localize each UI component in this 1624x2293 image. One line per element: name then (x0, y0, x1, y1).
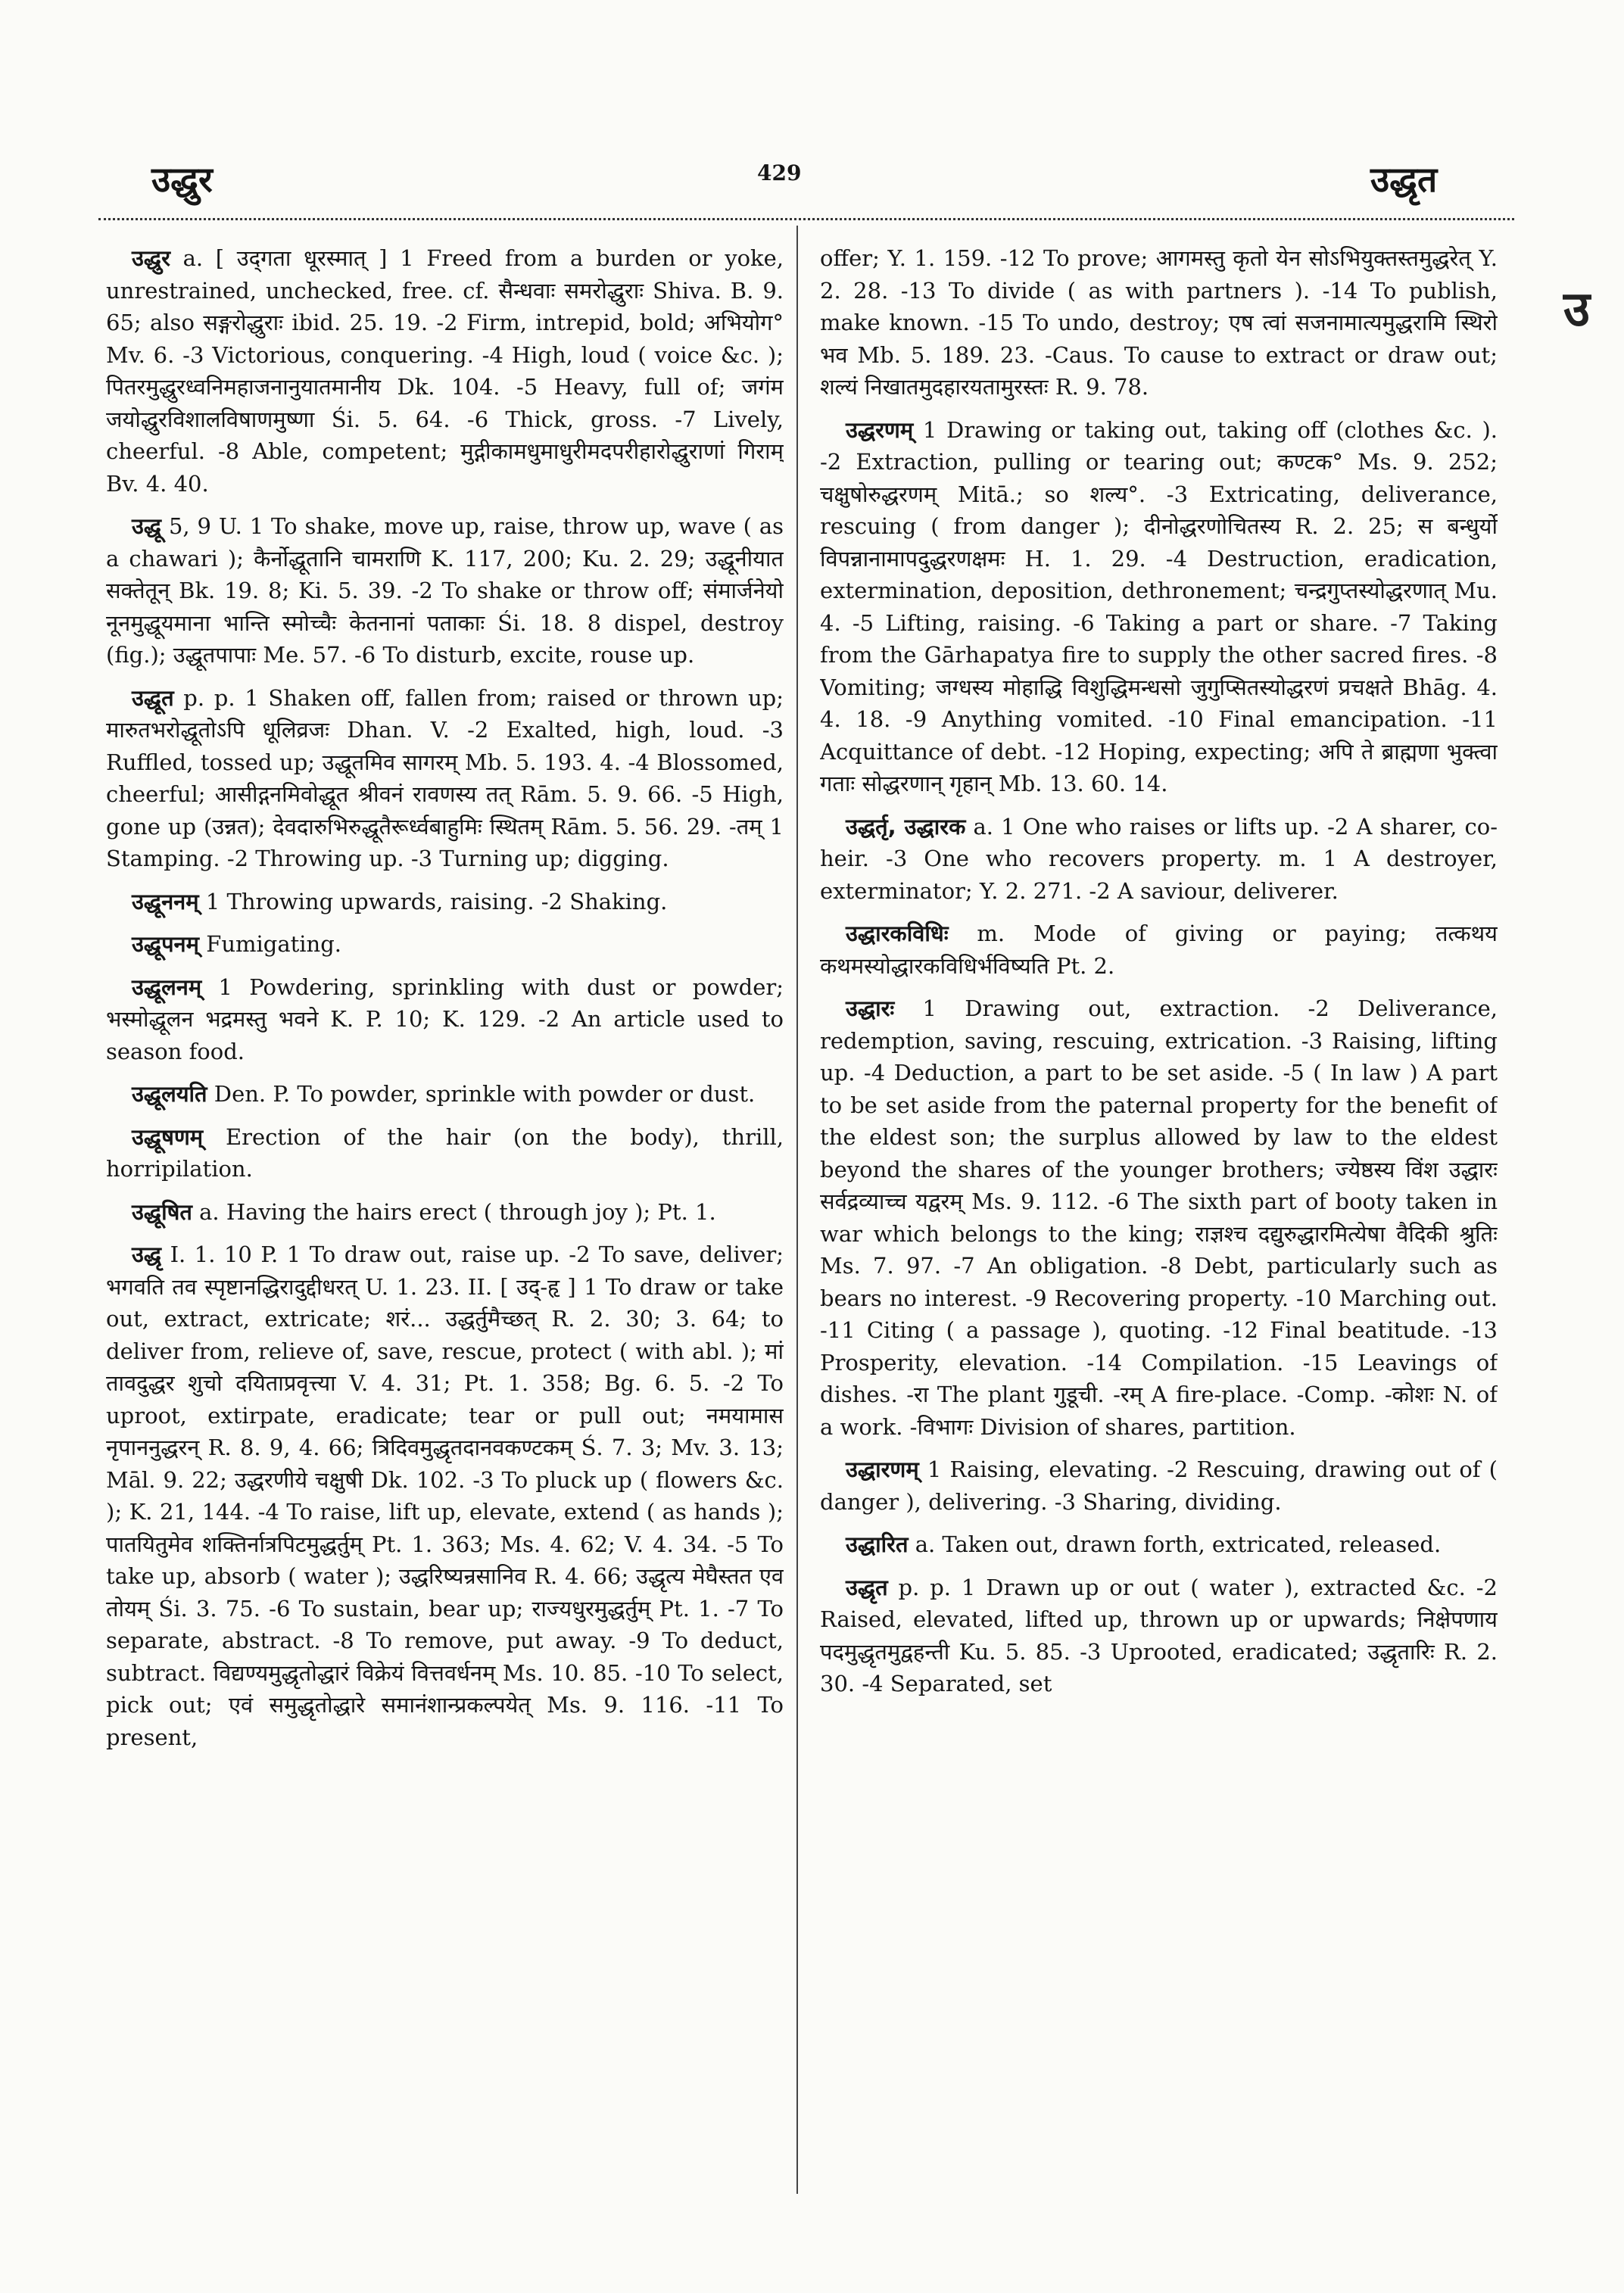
entry-definition: 1 Raising, elevating. -2 Rescuing, drawing out of ( danger ), delivering. -3 Sharing, dividing. (820, 1456, 1498, 1515)
entry-headword: उद्धृत (846, 1574, 888, 1600)
dictionary-entry (820, 918, 1498, 982)
entry-headword: उद्धारित (846, 1531, 909, 1557)
dictionary-entry (820, 242, 1498, 403)
entry-headword: उद्धुर (132, 245, 170, 271)
entry-definition: 1 Powdering, sprinkling with dust or powder; भस्मोद्धूलन भद्रमस्तु भवने K. P. 10; K. 129. -2 An article used to season food. (106, 974, 784, 1064)
entry-definition: Den. P. To powder, sprinkle with powder or dust. (207, 1081, 756, 1107)
entry-headword: उद्धारकविधिः (846, 921, 949, 946)
entry-headword: उद्धूलयति (132, 1081, 207, 1107)
thumb-index-marker: उ (1563, 281, 1591, 338)
entry-headword: उद्धारः (846, 995, 895, 1021)
entry-definition: a. Having the hairs erect ( through joy ); Pt. 1. (192, 1198, 716, 1225)
entry-definition: a. Taken out, drawn forth, extricated, released. (908, 1531, 1442, 1557)
dictionary-entry (106, 971, 784, 1068)
right-guide-word: उद्धृत (1370, 159, 1438, 200)
dictionary-entry (820, 414, 1498, 800)
entry-headword: उद्धूलनम् (132, 974, 202, 1000)
entry-headword: उद्धरणम् (846, 416, 914, 443)
entry-definition: Erection of the hair (on the body), thrill, horripilation. (106, 1123, 784, 1182)
dictionary-entry (106, 682, 784, 875)
header-rule (98, 218, 1514, 220)
entry-headword: उद्धर्तृ, उद्धारक (846, 813, 966, 840)
dictionary-entry (106, 510, 784, 671)
entry-definition: m. Mode of giving or paying; तत्कथय कथमस्योद्धारकविधिर्भविष्यति Pt. 2. (820, 921, 1498, 979)
entry-definition: Fumigating. (198, 931, 342, 957)
entry-definition: p. p. 1 Drawn up or out ( water ), extracted &c. -2 Raised, elevated, lifted up, thrown up or upwards; निक्षेपणाय पदमुद्धृतमुद्वहन्ती Ku. 5. 85. -3 Uprooted, eradicated; उद्धृतारिः R. 2. 30. -4 Separated, set (820, 1574, 1498, 1696)
dictionary-entry (820, 1453, 1498, 1518)
dictionary-entry (820, 992, 1498, 1443)
page-number: 429 (757, 160, 802, 185)
left-column (106, 242, 784, 2203)
entry-headword: उद्धारणम् (846, 1456, 919, 1482)
entry-definition: a. 1 One who raises or lifts up. -2 A sharer, co-heir. -3 One who recovers property. m. 1 A destroyer, exterminator; Y. 2. 271. -2 A saviour, deliverer. (820, 813, 1498, 904)
dictionary-entry (106, 1121, 784, 1185)
entry-definition: 5, 9 U. 1 To shake, move up, raise, throw up, wave ( as a chawari ); कैर्नोद्धूतानि चामराणि K. 117, 200; Ku. 2. 29; उद्धूनीयात सक्तेतून् Bk. 19. 8; Ki. 5. 39. -2 To shake or throw off; संमार्जनेयो नूनमुद्धूयमाना भान्ति स्मोच्चैः केतनानां पताकाः Śi. 18. 8 dispel, destroy (fig.); उद्धूतपापाः Me. 57. -6 To disturb, excite, rouse up. (106, 513, 784, 668)
entry-headword: उद्धूषणम् (132, 1123, 204, 1150)
entry-definition: offer; Y. 1. 159. -12 To prove; आगमस्तु कृतो येन सोऽभियुक्तस्तमुद्धरेत् Y. 2. 28. -13 To divide ( as with partners ). -14 To publish, make known. -15 To undo, destroy; एष त्वां सजनामात्यमुद्धरामि स्थिरो भव Mb. 5. 189. 23. -Caus. To cause to extract or draw out; शल्यं निखातमुदहारयतामुरस्तः R. 9. 78. (820, 245, 1498, 400)
column-divider (796, 226, 798, 2194)
entry-headword: उद्धूत (132, 684, 174, 711)
entry-definition: 1 Drawing out, extraction. -2 Deliverance, redemption, saving, rescuing, extrication. -3 Raising, lifting up. -4 Deduction, a part to be set aside. -5 ( In law ) A part to be set aside from the paternal property for the benefit of the eldest son; the surplus allowed by law to the eldest beyond the shares of the younger brothers; ज्येष्ठस्य विंश उद्धारः सर्वद्रव्याच्च यद्वरम् Ms. 9. 112. -6 The sixth part of booty taken in war which belongs to the king; राज्ञश्च दद्युरुद्धारमित्येषा वैदिकी श्रुतिः Ms. 7. 97. -7 An obligation. -8 Debt, particularly such as bears no interest. -9 Recovering property. -10 Marching out. -11 Citing ( a passage ), quoting. -12 Final beatitude. -13 Prosperity, elevation. -14 Compilation. -15 Leavings of dishes. -रा The plant गुडूची. -रम् A fire-place. -Comp. -कोशः N. of a work. -विभागः Division of shares, partition. (820, 995, 1498, 1440)
entry-definition: 1 Throwing upwards, raising. -2 Shaking. (198, 888, 668, 914)
dictionary-entry (106, 1078, 784, 1111)
entry-definition: a. [ उद्‌गता धूरस्मात् ] 1 Freed from a burden or yoke, unrestrained, unchecked, free. cf. सैन्धवाः समरोद्धुराः Shiva. B. 9. 65; also सङ्गरोद्धुराः ibid. 25. 19. -2 Firm, intrepid, bold; अभियोग° Mv. 6. -3 Victorious, conquering. -4 High, loud ( voice &c. ); पितरमुद्धुरध्वनिमहाजनानुयातमानीय Dk. 104. -5 Heavy, full of; जगंम जयोद्धुरविशालविषाणमुष्णा Śi. 5. 64. -6 Thick, gross. -7 Lively, cheerful. -8 Able, competent; मुद्गीकामधुमाधुरीमदपरीहारोद्धुराणां गिराम् Bv. 4. 40. (106, 245, 784, 497)
dictionary-entry (106, 242, 784, 500)
dictionary-entry (106, 1238, 784, 1753)
dictionary-entry (106, 928, 784, 961)
entry-headword: उद्धूननम् (132, 888, 199, 914)
entry-headword: उद्धृ (132, 1242, 162, 1267)
right-column (820, 242, 1498, 2203)
entry-headword: उद्धूषित (132, 1198, 192, 1225)
entry-headword: उद्धूपनम् (132, 931, 199, 957)
entry-definition: I. 1. 10 P. 1 To draw out, raise up. -2 To save, deliver; भगवति तव स्पृष्टानद्धिरादुद्दीधरत् U. 1. 23. II. [ उद्-हृ ] 1 To draw or take out, extract, extricate; शरं... उद्धर्तुमैच्छत् R. 2. 30; 3. 64; to deliver from, relieve of, save, rescue, protect ( with abl. ); मां तावदुद्धर शुचो दयिताप्रवृत्त्या V. 4. 31; Pt. 1. 358; Bg. 6. 5. -2 To uproot, extirpate, eradicate; tear or pull out; नमयामास नृपाननुद्धरन् R. 8. 9, 4. 66; त्रिदिवमुद्धृतदानवकण्टकम् Ś. 7. 3; Mv. 3. 13; Māl. 9. 22; उद्धरणीये चक्षुषी Dk. 102. -3 To pluck up ( flowers &c. ); K. 21, 144. -4 To raise, lift up, elevate, extend ( as hands ); पातयितुमेव शक्तिर्नात्रपिटमुद्धर्तुम् Pt. 1. 363; Ms. 4. 62; V. 4. 34. -5 To take up, absorb ( water ); उद्धरिष्यन्रसानिव R. 4. 66; उद्धृत्य मेघैस्तत एव तोयम् Śi. 3. 75. -6 To sustain, bear up; राज्यधुरमुद्धर्तुम् Pt. 1. -7 To separate, abstract. -8 To remove, put away. -9 To deduct, subtract. विद्यण्यमुद्धृतोद्धारं विक्रेयं वित्तवर्धनम् Ms. 10. 85. -10 To select, pick out; एवं समुद्धृतोद्धारे समानंशान्प्रकल्पयेत् Ms. 9. 116. -11 To present, (106, 1242, 784, 1750)
entry-definition: p. p. 1 Shaken off, fallen from; raised or thrown up; मारुतभरोद्धूतोऽपि धूलिव्रजः Dhan. V. -2 Exalted, high, loud. -3 Ruffled, tossed up; उद्धूतमिव सागरम् Mb. 5. 193. 4. -4 Blossomed, cheerful; आसीद्गनमिवोद्धूत श्रीवनं रावणस्य तत् Rām. 5. 9. 66. -5 High, gone up (उन्नत); देवदारुभिरुद्धूतैरूर्ध्वबाहुमिः स्थितम् Rām. 5. 56. 29. -तम् 1 Stamping. -2 Throwing up. -3 Turning up; digging. (106, 684, 784, 871)
dictionary-entry (106, 1196, 784, 1229)
entry-headword: उद्धू (132, 513, 162, 539)
entry-definition: 1 Drawing or taking out, taking off (clothes &c. ). -2 Extraction, pulling or tearing out; कण्टक° Ms. 9. 252; चक्षुषोरुद्धरणम् Mitā.; so शल्य°. -3 Extricating, deliverance, rescuing ( from danger ); दीनोद्धरणोचितस्य R. 2. 25; स बन्धुर्यो विपन्नानामापदुद्धरणक्षमः H. 1. 29. -4 Destruction, eradication, extermination, deposition, dethronement; चन्द्रगुप्तस्योद्धरणात् Mu. 4. -5 Lifting, raising. -6 Taking a part or share. -7 Taking from the Gārhapatya fire to supply the other sacred fires. -8 Vomiting; जग्धस्य मोहाद्धि विशुद्धिमन्धसो जुगुप्सितस्योद्धरणं प्रचक्षते Bhāg. 4. 4. 18. -9 Anything vomited. -10 Final emancipation. -11 Acquittance of debt. -12 Hoping, expecting; अपि ते ब्राह्मणा भुक्त्वा गताः सोद्धरणान् गृहान् Mb. 13. 60. 14. (820, 416, 1498, 796)
left-guide-word: उद्धुर (151, 159, 213, 200)
dictionary-entry (820, 1572, 1498, 1700)
dictionary-entry (106, 886, 784, 918)
dictionary-entry (820, 1528, 1498, 1561)
dictionary-entry (820, 811, 1498, 908)
